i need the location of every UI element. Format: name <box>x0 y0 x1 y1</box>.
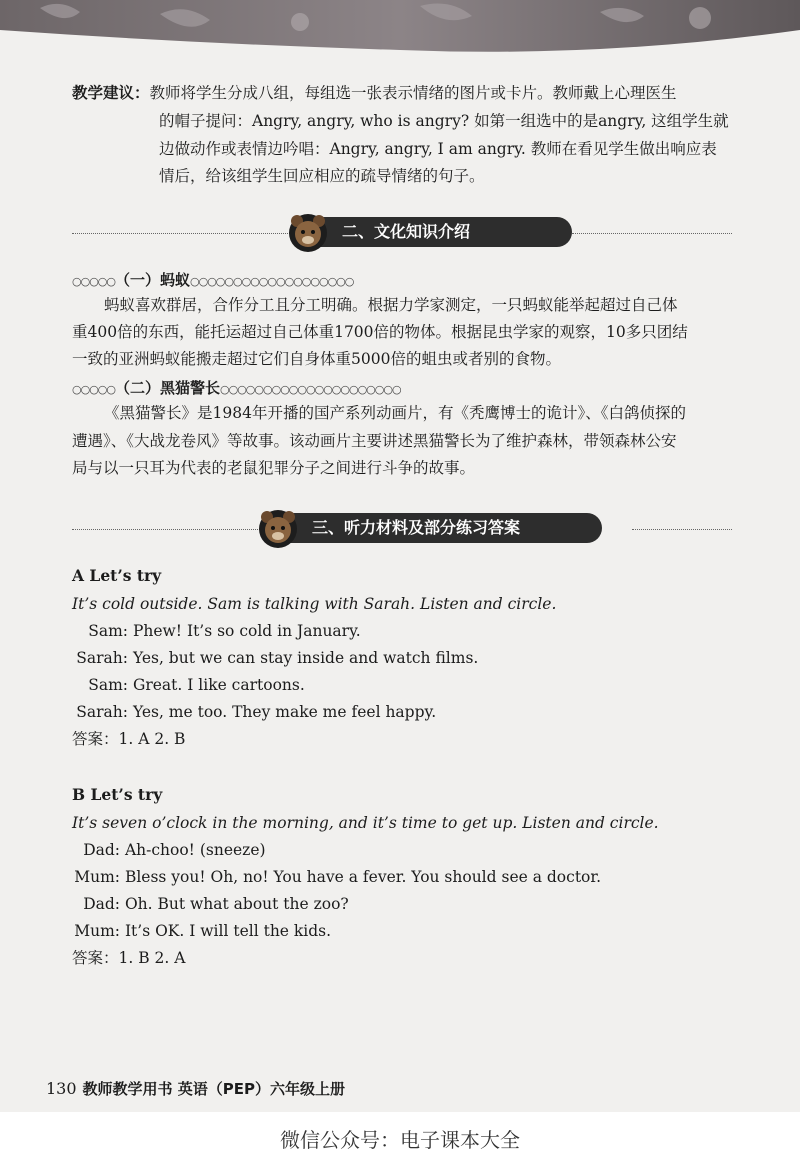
part-a-instruction: It’s cold outside. Sam is talking with Sarah. Listen and circle. <box>72 595 557 613</box>
part-b-dialogue-line-4: Mum: It’s OK. I will tell the kids. <box>74 922 332 940</box>
teaching-tip-line-2: 的帽子提问：Angry, angry, who is angry? 如第一组选中的是angry, 这组学生就 <box>159 112 729 130</box>
page-footer <box>46 1078 345 1099</box>
section-title: 二、文化知识介绍 <box>342 222 471 241</box>
teaching-tip-line-3: 边做动作或表情边吟唱：Angry, angry, I am angry. 教师在看见学生做出响应表 <box>159 140 717 158</box>
bear-mascot-icon <box>286 211 330 253</box>
ants-paragraph-line-1: 蚂蚁喜欢群居，合作分工且分工明确。根据力学家测定，一只蚂蚁能举起超过自己体 <box>104 296 678 314</box>
teaching-tip-label: 教学建议： <box>72 84 150 102</box>
book-title: 教师教学用书 英语（PEP）六年级上册 <box>82 1080 346 1098</box>
subsection-title-ants: ○○○○○（一）蚂蚁○○○○○○○○○○○○○○○○○○○ <box>72 271 354 289</box>
part-b-dialogue-line-2: Mum: Bless you! Oh, no! You have a fever. You should see a doctor. <box>74 868 602 886</box>
part-b-answer: 答案：1. B 2. A <box>72 949 186 967</box>
black-cat-paragraph-line-1: 《黑猫警长》是1984年开播的国产系列动画片，有《秃鹰博士的诡计》、《白鸽侦探的 <box>104 404 686 422</box>
black-cat-paragraph-line-2: 遭遇》、《大战龙卷风》等故事。该动画片主要讲述黑猫警长为了维护森林，带领森林公安 <box>72 432 677 450</box>
teaching-tip-line-4: 情后，给该组学生回应相应的疏导情绪的句子。 <box>159 167 485 185</box>
subsection-title-black-cat: ○○○○○（二）黑猫警长○○○○○○○○○○○○○○○○○○○○○ <box>72 379 401 397</box>
bear-mascot-icon <box>256 507 300 549</box>
teaching-tip-line-1: 教学建议：教师将学生分成八组，每组选一张表示情绪的图片或卡片。教师戴上心理医生 <box>72 84 677 102</box>
part-b-instruction: It’s seven o’clock in the morning, and it’s time to get up. Listen and circle. <box>72 814 659 832</box>
part-b-heading: B Let’s try <box>72 785 163 804</box>
part-b-dialogue-line-3: Dad: Oh. But what about the zoo? <box>83 895 349 913</box>
section-header-listening <box>72 512 732 546</box>
part-a-dialogue-line-3: Sam: Great. I like cartoons. <box>88 676 305 694</box>
part-a-heading: A Let’s try <box>72 566 162 585</box>
black-cat-paragraph-line-3: 局与以一只耳为代表的老鼠犯罪分子之间进行斗争的故事。 <box>72 459 476 477</box>
section-header-culture <box>72 216 732 250</box>
part-a-dialogue-line-2: Sarah: Yes, but we can stay inside and watch films. <box>76 649 479 667</box>
part-a-dialogue-line-4: Sarah: Yes, me too. They make me feel happy. <box>76 703 437 721</box>
part-b-dialogue-line-1: Dad: Ah-choo! (sneeze) <box>83 841 266 859</box>
part-a-answer: 答案：1. A 2. B <box>72 730 186 748</box>
watermark: 微信公众号：电子课本大全 <box>280 1128 520 1152</box>
ants-paragraph-line-3: 一致的亚洲蚂蚁能搬走超过它们自身体重5000倍的蛆虫或者别的食物。 <box>72 350 561 368</box>
part-a-dialogue-line-1: Sam: Phew! It’s so cold in January. <box>88 622 361 640</box>
section-title: 三、听力材料及部分练习答案 <box>312 518 521 537</box>
page-number: 130 <box>46 1079 77 1098</box>
decorative-header-band <box>0 0 800 62</box>
ants-paragraph-line-2: 重400倍的东西，能托运超过自己体重1700倍的物体。根据昆虫学家的观察，10多只团结 <box>72 323 688 341</box>
